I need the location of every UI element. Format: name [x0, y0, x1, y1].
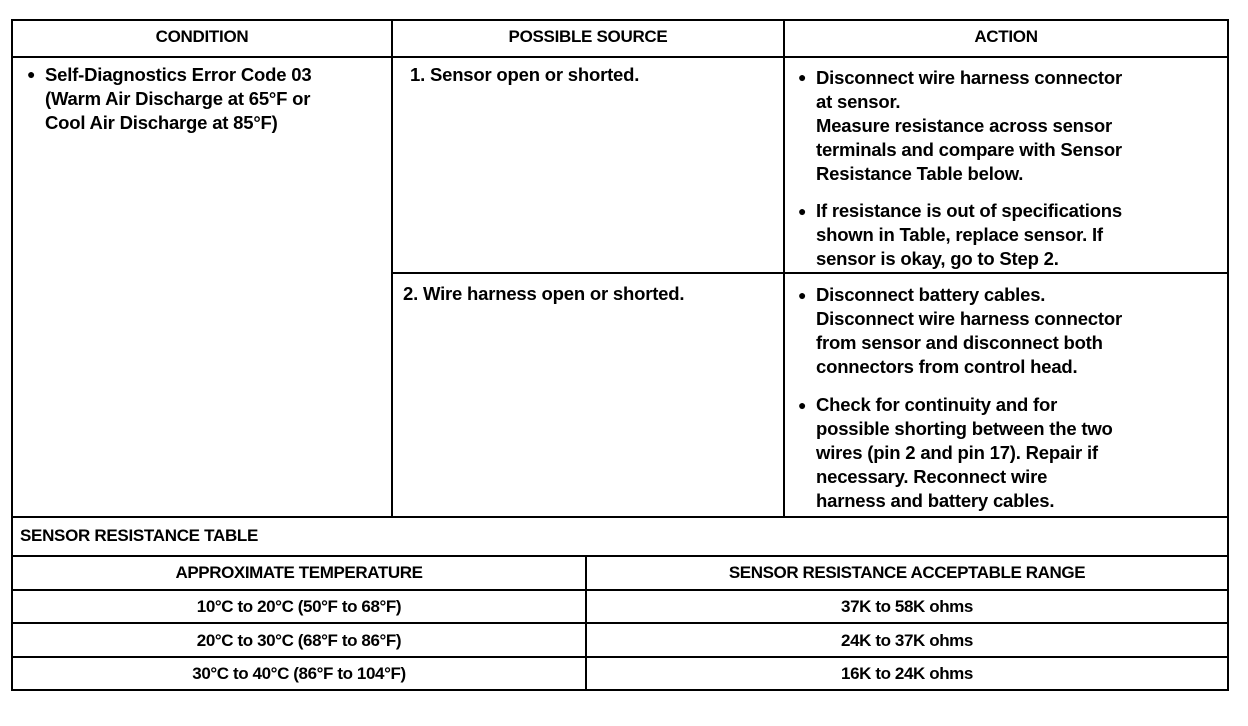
- bullet-icon: ●: [798, 69, 807, 85]
- temperature-cell: 20°C to 30°C (68°F to 86°F): [196, 631, 402, 650]
- header-possible-source: POSSIBLE SOURCE: [508, 27, 668, 46]
- divider: [11, 555, 1229, 557]
- source-2: 2. Wire harness open or shorted.: [403, 283, 685, 304]
- action-1a: Disconnect wire harness connector at sensor. Measure resistance across sensor terminals and compare with Sensor Resistance Table below.: [816, 67, 1122, 184]
- bullet-icon: ●: [798, 397, 807, 413]
- bullet-icon: ●: [798, 203, 807, 219]
- resistance-table-title: SENSOR RESISTANCE TABLE: [20, 526, 259, 545]
- action-2b: Check for continuity and for possible shorting between the two wires (pin 2 and pin 17). Repair if necessary. Reconnect wire harness and battery cables.: [816, 394, 1113, 511]
- bullet-icon: ●: [27, 66, 36, 82]
- resistance-cell: 24K to 37K ohms: [841, 631, 973, 650]
- source-1: 1. Sensor open or shorted.: [410, 64, 640, 85]
- condition-text: Self-Diagnostics Error Code 03 (Warm Air Discharge at 65°F or Cool Air Discharge at 85°F): [45, 64, 312, 133]
- divider: [391, 272, 1229, 274]
- temperature-cell: 10°C to 20°C (50°F to 68°F): [196, 597, 402, 616]
- header-action: ACTION: [974, 27, 1038, 46]
- bullet-icon: ●: [798, 287, 807, 303]
- divider: [11, 56, 1229, 58]
- header-condition: CONDITION: [155, 27, 249, 46]
- resistance-cell: 37K to 58K ohms: [841, 597, 973, 616]
- divider: [11, 589, 1229, 591]
- divider: [11, 622, 1229, 624]
- resistance-cell: 16K to 24K ohms: [841, 664, 973, 683]
- divider: [11, 516, 1229, 518]
- divider: [11, 656, 1229, 658]
- divider: [391, 19, 393, 517]
- divider: [783, 19, 785, 517]
- action-1b: If resistance is out of specifications shown in Table, replace sensor. If sensor is okay, go to Step 2.: [816, 200, 1122, 269]
- temperature-cell: 30°C to 40°C (86°F to 104°F): [192, 664, 406, 683]
- column-header-resistance: SENSOR RESISTANCE ACCEPTABLE RANGE: [728, 563, 1086, 582]
- column-header-temperature: APPROXIMATE TEMPERATURE: [175, 563, 423, 582]
- action-2a: Disconnect battery cables. Disconnect wire harness connector from sensor and disconnect both connectors from control head.: [816, 284, 1122, 377]
